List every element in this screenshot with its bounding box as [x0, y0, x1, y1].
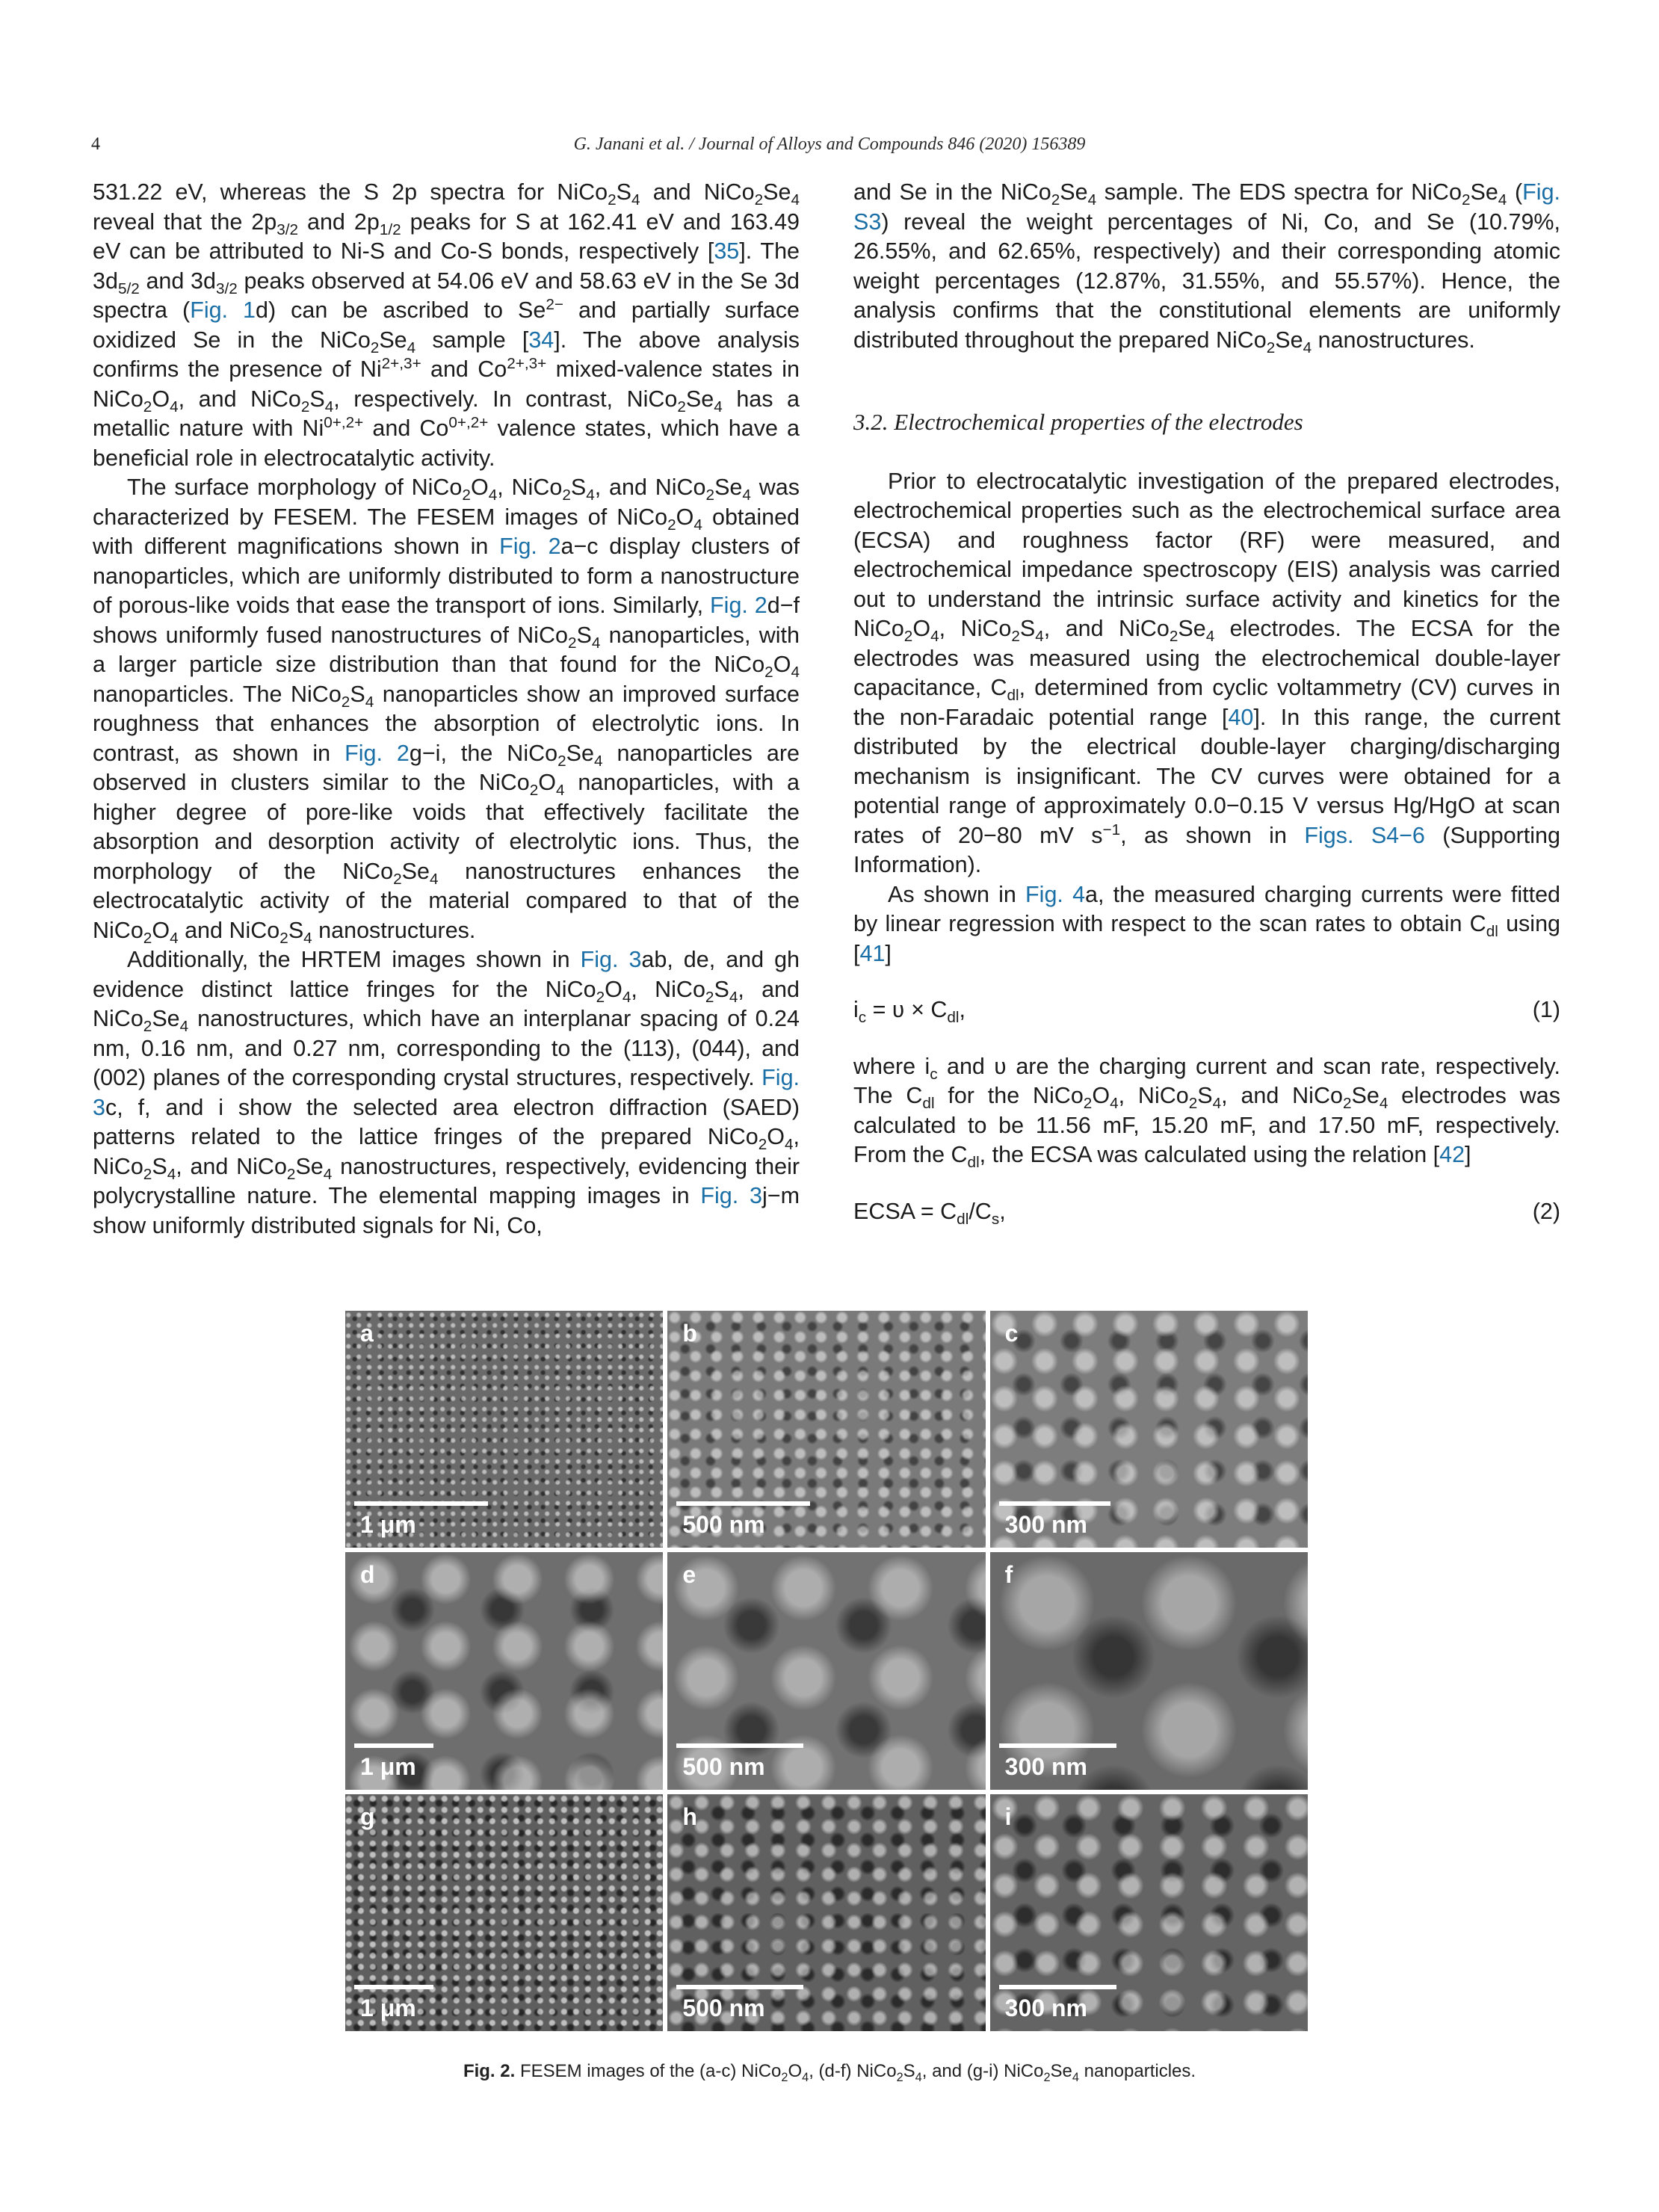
sem-panel-f — [990, 1552, 1308, 1789]
panel-label: c — [1004, 1320, 1019, 1347]
paragraph-cdl-fit: As shown in Fig. 4a, the measured charging currents were fitted by linear regression with respect to the scan rates to obtain $C_{dl}$ using [41] — [853, 881, 1561, 966]
citation-link[interactable]: 42 — [1439, 1142, 1465, 1167]
equation-body: ECSA = $C_{dl}/C_s$, — [853, 1198, 1006, 1228]
scale-bar — [999, 1743, 1116, 1748]
equation-1 — [853, 995, 1560, 1025]
figure-link[interactable]: Fig. 3 — [93, 1065, 800, 1120]
paragraph-eds: and Se in the $NiCo_2Se_4$ sample. The EDS spectra for $NiCo_2Se_4$ (Fig. S3) reveal the weight percentages of Ni, Co, and Se (10.79%, 26.55%, and 62.65%, respectively) and their corresponding atomic weight percentages (12.87%, 31.55%, and 55.57%). Hence, the analysis confirms that the constitutional elements are uniformly distributed throughout the prepared $NiCo_2Se_4$ nanostructures. — [853, 179, 1560, 356]
left-column — [93, 178, 800, 1241]
equation-2 — [853, 1197, 1560, 1227]
figure-caption: Fig. 2. FESEM images of the (a-c) $NiCo_2O_4$, (d-f) $NiCo_2S_4$, and (g-i) $NiCo_2Se_4$ nanoparticles. — [463, 2061, 1196, 2084]
figure-link[interactable]: Fig. 2 — [345, 740, 410, 766]
citation-link[interactable]: 34 — [528, 327, 554, 353]
panel-label: d — [360, 1561, 375, 1589]
scale-bar — [676, 1743, 803, 1748]
equation-number: (2) — [1532, 1198, 1560, 1224]
figure-link[interactable]: Figs. S4−6 — [1304, 822, 1425, 848]
scale-label: 300 nm — [1004, 1995, 1087, 2021]
page-number: 4 — [91, 135, 100, 154]
citation-link[interactable]: 40 — [1228, 704, 1254, 730]
journal-reference: G. Janani et al. / Journal of Alloys and Compounds 846 (2020) 156389 — [573, 135, 1086, 154]
equation-number: (1) — [1532, 997, 1560, 1022]
scale-label: 300 nm — [1004, 1752, 1087, 1780]
equation-body: $i_c$ = ʋ × $C_{dl}$, — [853, 997, 966, 1027]
paragraph-fesem: The surface morphology of $NiCo_2O_4$, $NiCo_2S_4$, and $NiCo_2Se_4$ was characterized by FESEM. The FESEM images of $NiCo_2O_4$ obtained with different magnifications shown in Fig. 2a−c display clusters of nanoparticles, which are uniformly distributed to form a nanostructure of porous-like voids that ease the transport of ions. Similarly, Fig. 2d−f shows uniformly fused nanostructures of $NiCo_2S_4$ nanoparticles, with a larger particle size distribution than that found for the $NiCo_2O_4$ nanoparticles. The $NiCo_2S_4$ nanoparticles show an improved surface roughness that enhances the absorption of electrolytic ions. In contrast, as shown in Fig. 2g−i, the $NiCo_2Se_4$ nanoparticles are observed in clusters similar to the $NiCo_2O_4$ nanoparticles, with a higher degree of pore-like voids that effectively facilitate the absorption and desorption activity of electrolytic ions. Thus, the morphology of the $NiCo_2Se_4$ nanostructures enhances the electrocatalytic activity of the material compared to that of the $NiCo_2O_4$ and $NiCo_2S_4$ nanostructures. — [93, 475, 800, 947]
figure-link[interactable]: Fig. S3 — [853, 179, 1560, 235]
scale-label: 500 nm — [682, 1995, 765, 2021]
sem-panel-g — [345, 1794, 663, 2031]
figure-link[interactable]: Fig. 2 — [710, 593, 767, 618]
sem-panel-e — [667, 1552, 985, 1789]
scale-label: 1 μm — [360, 1752, 416, 1780]
paragraph-cdl-values: where $i_c$ and ʋ are the charging current and scan rate, respectively. The $C_{dl}$ for the $NiCo_2O_4$, $NiCo_2S_4$, and $NiCo_2Se_4$ electrodes was calculated to be 11.56 mF, 15.20 mF, and 17.50 mF, respectively. From the $C_{dl}$, the ECSA was calculated using the relation [42] — [853, 1053, 1560, 1172]
figure-link[interactable]: Fig. 1 — [190, 297, 256, 323]
scale-label: 500 nm — [682, 1752, 765, 1780]
scale-bar — [354, 1985, 433, 1989]
scale-bar — [999, 1501, 1110, 1506]
panel-label: a — [360, 1320, 374, 1347]
scale-bar — [676, 1985, 803, 1989]
scale-bar — [999, 1985, 1116, 1989]
section-heading: 3.2. Electrochemical properties of the electrodes — [853, 409, 1303, 435]
sem-panel-d — [345, 1552, 663, 1789]
paragraph-ecsa: Prior to electrocatalytic investigation of the prepared electrodes, electrochemical properties such as the electrochemical surface area (ECSA) and roughness factor (RF) were measured, and electrochemical impedance spectroscopy (EIS) analysis was carried out to understand the intrinsic surface activity and kinetics for the $NiCo_2O_4$, $NiCo_2S_4$, and $NiCo_2Se_4$ electrodes. The ECSA for the electrodes was measured using the electrochemical double-layer capacitance, $C_{dl}$, determined from cyclic voltammetry (CV) curves in the non-Faradaic potential range [40]. In this range, the current distributed by the electrical double-layer charging/discharging mechanism is insignificant. The CV curves were obtained for a potential range of approximately 0.0−0.15 V versus Hg/HgO at scan rates of 20−80 mV $s^{-1}$, as shown in Figs. S4−6 (Supporting Information). — [853, 468, 1561, 877]
scale-label: 1 μm — [360, 1511, 416, 1539]
scale-label: 500 nm — [682, 1511, 765, 1539]
citation-link[interactable]: 41 — [859, 940, 886, 966]
panel-label: i — [1004, 1802, 1012, 1830]
citation-link[interactable]: 35 — [714, 238, 740, 264]
sem-panel-a — [345, 1311, 663, 1548]
panel-label: g — [360, 1802, 375, 1830]
figure-link[interactable]: Fig. 3 — [700, 1183, 762, 1208]
sem-panel-h — [667, 1794, 985, 2031]
scale-label: 300 nm — [1004, 1511, 1087, 1539]
scale-label: 1 μm — [360, 1995, 416, 2021]
scale-bar — [354, 1743, 433, 1748]
figure-link[interactable]: Fig. 2 — [499, 534, 561, 559]
scale-bar — [354, 1501, 488, 1506]
sem-panel-b — [667, 1311, 985, 1548]
scale-bar — [676, 1501, 810, 1506]
right-column — [853, 178, 1560, 1253]
sem-panel-c — [990, 1311, 1308, 1548]
panel-label: f — [1004, 1561, 1013, 1589]
panel-label: h — [682, 1802, 697, 1830]
figure-link[interactable]: Fig. 3 — [580, 947, 642, 972]
figure-fesem-grid — [345, 1311, 1308, 2031]
panel-label: b — [682, 1320, 697, 1347]
paragraph-xps-summary: 531.22 eV, whereas the S 2p spectra for $NiCo_2S_4$ and $NiCo_2Se_4$ reveal that the $2p_{3/2}$ and $2p_{1/2}$ peaks for S at 162.41 eV and 163.49 eV can be attributed to Ni-S and Co-S bonds, respectively [35]. The $3d_{5/2}$ and $3d_{3/2}$ peaks observed at 54.06 eV and 58.63 eV in the Se 3d spectra (Fig. 1d) can be ascribed to $Se^{2-}$ and partially surface oxidized Se in the $NiCo_2Se_4$ sample [34]. The above analysis confirms the presence of $Ni^{2+,3+}$ and $Co^{2+,3+}$ mixed-valence states in $NiCo_2O_4$, and $NiCo_2S_4$, respectively. In contrast, $NiCo_2Se_4$ has a metallic nature with $Ni^{0+,2+}$ and $Co^{0+,2+}$ valence states, which have a beneficial role in electrocatalytic activity. — [93, 179, 800, 471]
paragraph-hrtem: Additionally, the HRTEM images shown in Fig. 3ab, de, and gh evidence distinct lattice fringes for the $NiCo_2O_4$, $NiCo_2S_4$, and $NiCo_2Se_4$ nanostructures, which have an interplanar spacing of 0.24 nm, 0.16 nm, and 0.27 nm, corresponding to the (113), (044), and (002) planes of the corresponding crystal structures, respectively. Fig. 3c, f, and i show the selected area electron diffraction (SAED) patterns related to the lattice fringes of the prepared $NiCo_2O_4$, $NiCo_2S_4$, and $NiCo_2Se_4$ nanostructures, respectively, evidencing their polycrystalline nature. The elemental mapping images in Fig. 3j−m show uniformly distributed signals for Ni, Co, — [93, 947, 800, 1238]
figure-link[interactable]: Fig. 4 — [1025, 881, 1086, 907]
panel-label: e — [682, 1561, 696, 1589]
sem-panel-i — [990, 1794, 1308, 2031]
